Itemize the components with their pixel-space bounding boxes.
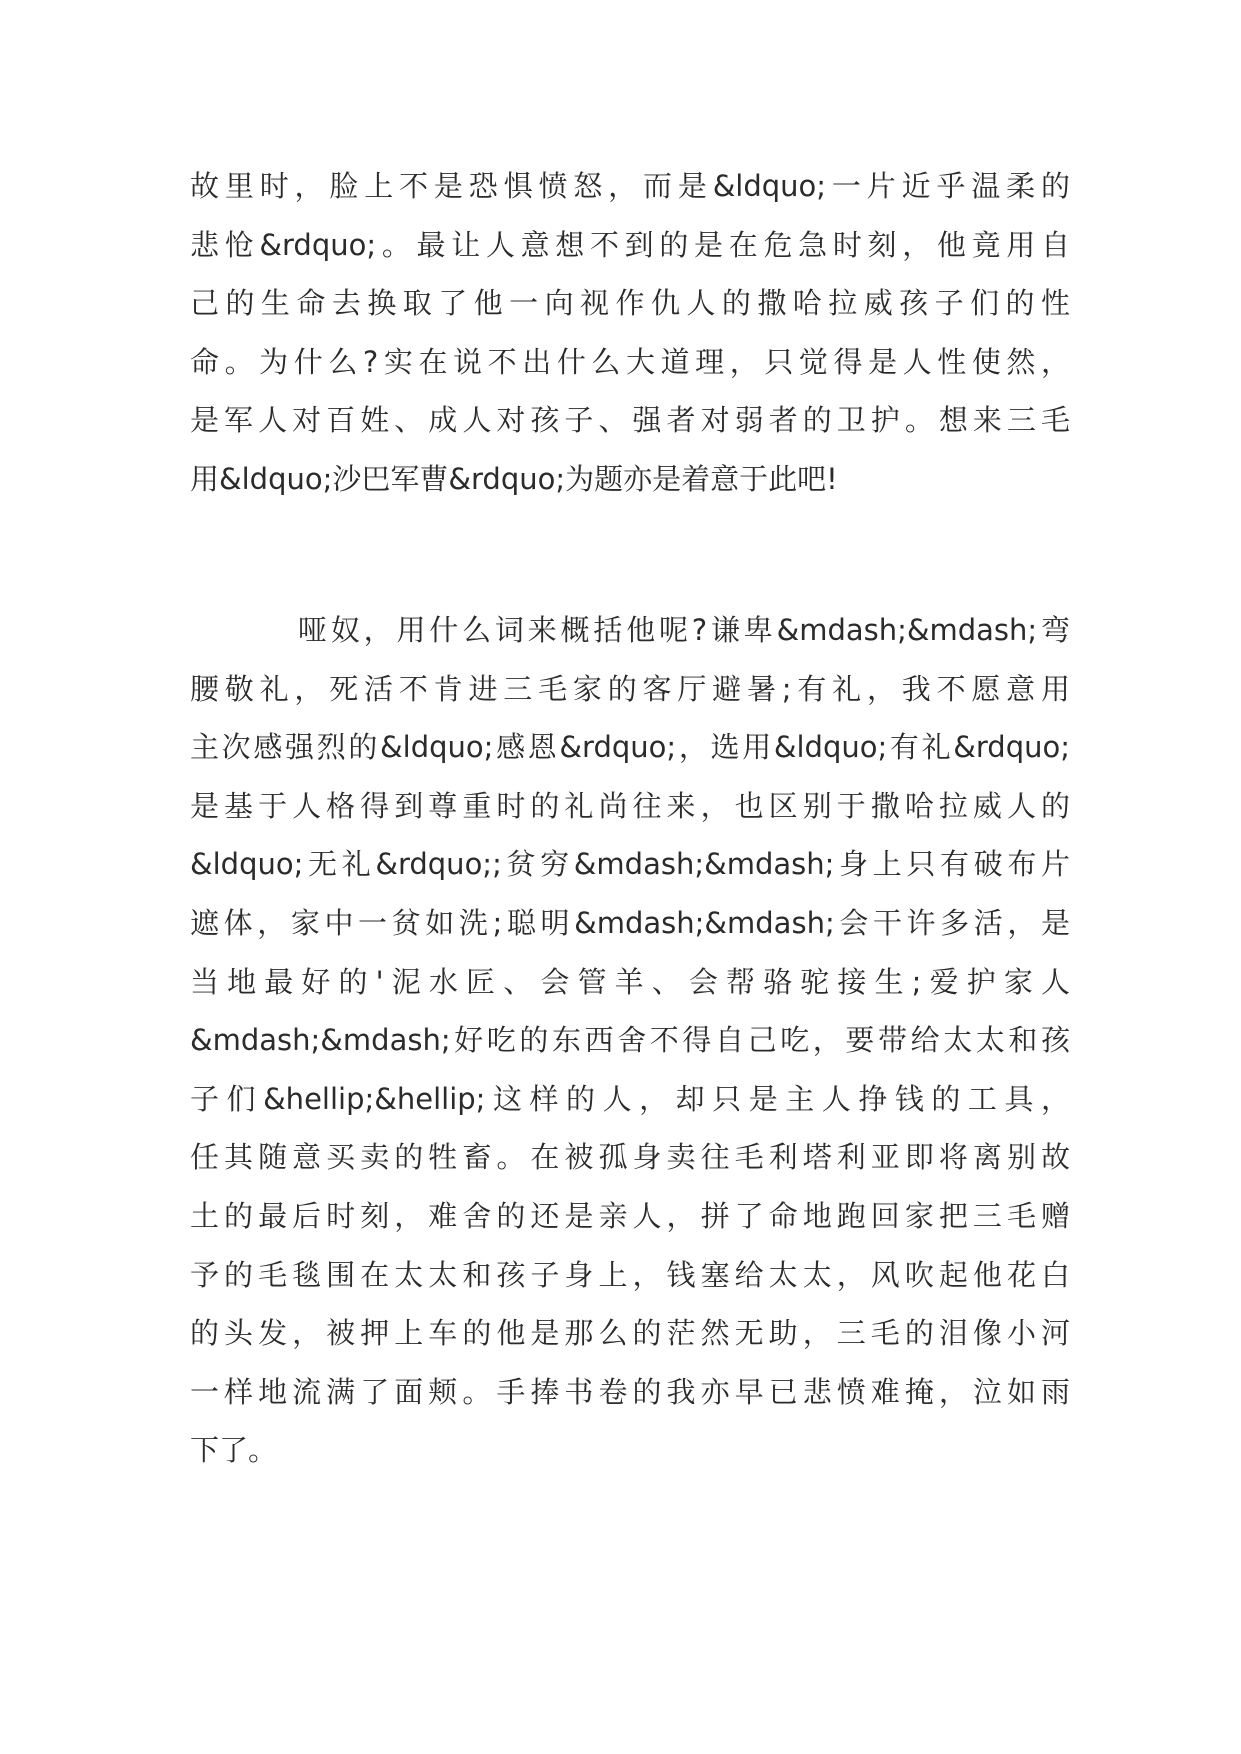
- text-line: 己的生命去换取了他一向视作仇人的撒哈拉威孩子们的性: [190, 286, 1070, 321]
- text-line: 命。为什么?实在说不出什么大道理，只觉得是人性使然，: [190, 344, 1070, 379]
- text-line: 一样地流满了面颊。手捧书卷的我亦早已悲愤难掩，泣如雨: [190, 1374, 1070, 1409]
- text-line: 腰敬礼，死活不肯进三毛家的客厅避暑;有礼，我不愿意用: [190, 671, 1070, 706]
- text-line: 予的毛毯围在太太和孩子身上，钱塞给太太，风吹起他花白: [190, 1257, 1070, 1292]
- paragraph-1: [190, 157, 1070, 509]
- text-line: 下了。: [190, 1433, 278, 1468]
- text-line: 主次感强烈的&ldquo;感恩&rdquo;，选用&ldquo;有礼&rdquo;: [190, 730, 1070, 765]
- text-line: 土的最后时刻，难舍的还是亲人，拼了命地跑回家把三毛赠: [190, 1198, 1070, 1233]
- text-line: 用&ldquo;沙巴军曹&rdquo;为题亦是着意于此吧!: [190, 461, 838, 496]
- text-line: 是基于人格得到尊重时的礼尚往来，也区别于撒哈拉威人的: [190, 788, 1070, 823]
- text-line: 悲怆&rdquo;。最让人意想不到的是在危急时刻，他竟用自: [190, 227, 1070, 262]
- text-line: 当地最好的'泥水匠、会管羊、会帮骆驼接生;爱护家人: [190, 964, 1070, 999]
- text-line: 遮体，家中一贫如洗;聪明&mdash;&mdash;会干许多活，是: [190, 905, 1070, 940]
- text-line: 子们&hellip;&hellip;这样的人，却只是主人挣钱的工具，: [190, 1081, 1070, 1116]
- text-line: &mdash;&mdash;好吃的东西舍不得自己吃，要带给太太和孩: [190, 1023, 1070, 1058]
- text-line: &ldquo;无礼&rdquo;;贫穷&mdash;&mdash;身上只有破布片: [190, 847, 1070, 882]
- text-line: 任其随意买卖的牲畜。在被孤身卖往毛利塔利亚即将离别故: [190, 1140, 1070, 1175]
- text-line: 的头发，被押上车的他是那么的茫然无助，三毛的泪像小河: [190, 1316, 1070, 1351]
- text-line: 故里时，脸上不是恐惧愤怒，而是&ldquo;一片近乎温柔的: [190, 169, 1070, 203]
- paragraph-2: [190, 601, 1070, 1480]
- text-line: 哑奴，用什么词来概括他呢?谦卑&mdash;&mdash;弯: [298, 613, 1070, 647]
- text-line: 是军人对百姓、成人对孩子、强者对弱者的卫护。想来三毛: [190, 403, 1070, 438]
